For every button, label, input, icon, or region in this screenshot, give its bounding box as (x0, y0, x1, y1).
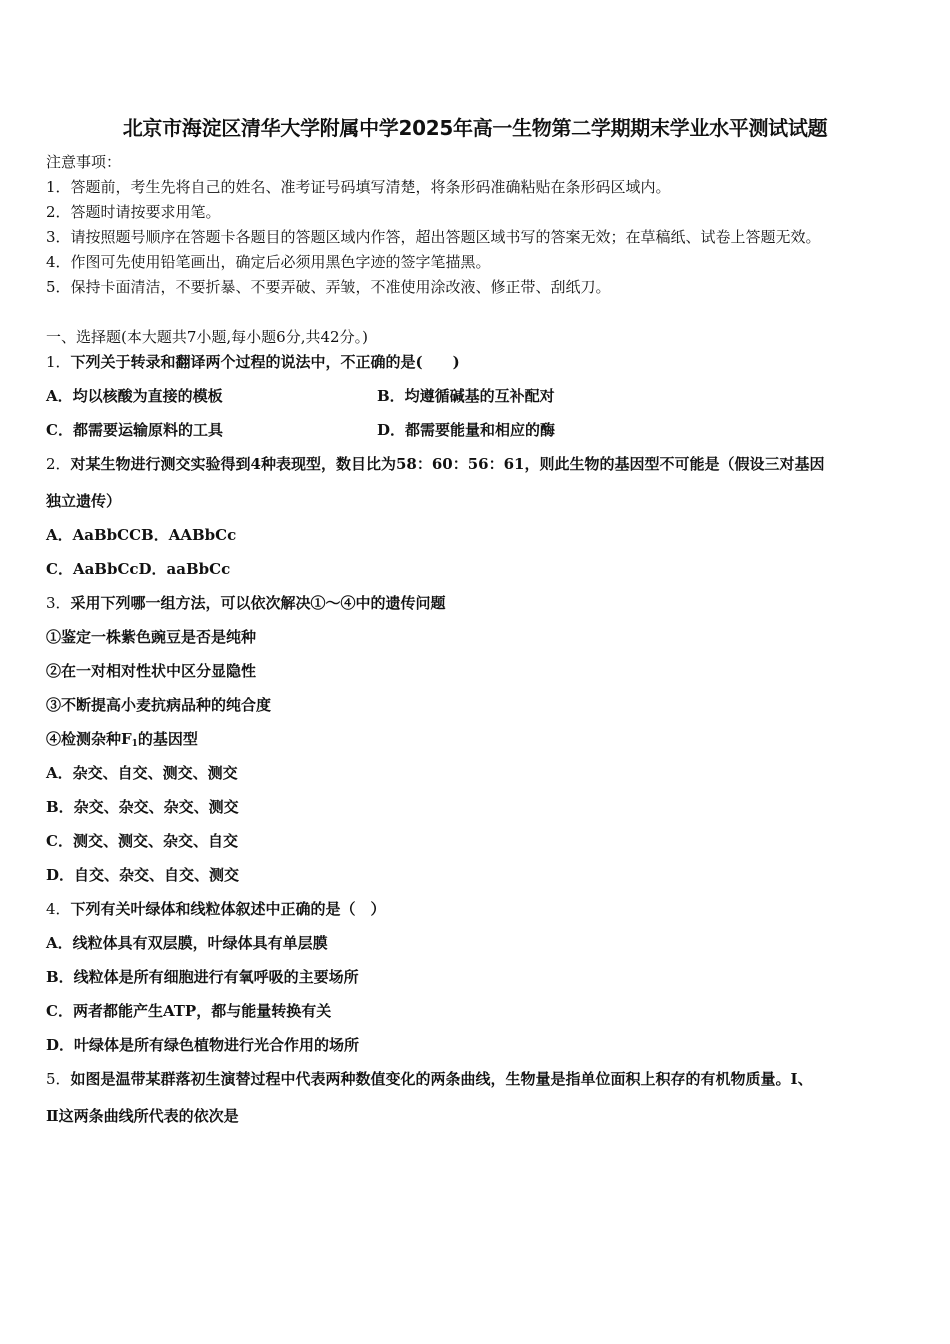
question-stem: 如图是温带某群落初生演替过程中代表两种数值变化的两条曲线，生物量是指单位面积上积存的有机物质量。Ⅰ、 (70, 1070, 813, 1088)
notice-heading: 注意事项： (46, 153, 122, 171)
question-stem: 对某生物进行测交实验得到4种表现型，数目比为58：60：56：61，则此生物的基因型不可能是（假设三对基因 (70, 455, 825, 473)
notice-item-3: 3．请按照题号顺序在答题卡各题目的答题区域内作答，超出答题区域书写的答案无效；在草稿纸、试卷上答题无效。 (46, 228, 821, 246)
option-d: D．都需要能量和相应的酶 (377, 421, 556, 439)
question-stem: 下列有关叶绿体和线粒体叙述中正确的是（ ） (70, 900, 386, 918)
question-2-options-ab: A．AaBbCCB．AABbCc (46, 526, 237, 544)
section-heading: 一、选择题(本大题共7小题,每小题6分,共42分。) (46, 328, 368, 346)
question-3-item-1: ①鉴定一株紫色豌豆是否是纯种 (46, 628, 257, 646)
question-5-stem-cont: Ⅱ这两条曲线所代表的依次是 (46, 1107, 239, 1125)
question-number: 2． (46, 455, 71, 473)
question-3-item-3: ③不断提高小麦抗病品种的纯合度 (46, 696, 272, 714)
question-2 (46, 454, 825, 474)
question-5 (46, 1069, 813, 1089)
option-c: C．测交、测交、杂交、自交 (46, 832, 238, 850)
page-title: 北京市海淀区清华大学附属中学2025年高一生物第二学期期末学业水平测试试题 (122, 116, 828, 140)
option-d: D．自交、杂交、自交、测交 (46, 866, 240, 884)
option-c: C．都需要运输原料的工具 (46, 421, 223, 439)
option-b: B．杂交、杂交、杂交、测交 (46, 798, 239, 816)
question-number: 5． (46, 1070, 71, 1088)
item-text: ④检测杂种F (46, 730, 132, 748)
option-a: A．杂交、自交、测交、测交 (46, 764, 238, 782)
question-number: 4． (46, 900, 71, 918)
question-1 (46, 352, 460, 372)
question-number: 3． (46, 594, 71, 612)
option-b: B．均遵循碱基的互补配对 (377, 387, 555, 405)
item-text: 的基因型 (137, 730, 198, 748)
question-stem: 采用下列哪一组方法，可以依次解决①～④中的遗传问题 (70, 594, 446, 612)
option-c: C．两者都能产生ATP，都与能量转换有关 (46, 1002, 332, 1020)
question-3-item-2: ②在一对相对性状中区分显隐性 (46, 662, 257, 680)
notice-item-4: 4．作图可先使用铅笔画出，确定后必须用黑色字迹的签字笔描黑。 (46, 253, 491, 271)
question-2-stem-cont: 独立遗传） (46, 492, 122, 510)
question-number: 1． (46, 353, 71, 371)
notice-item-1: 1．答题前，考生先将自己的姓名、准考证号码填写清楚，将条形码准确粘贴在条形码区域内。 (46, 178, 671, 196)
question-4 (46, 899, 386, 919)
option-a: A．线粒体具有双层膜，叶绿体具有单层膜 (46, 934, 328, 952)
notice-item-5: 5．保持卡面清洁，不要折暴、不要弄破、弄皱，不准使用涂改液、修正带、刮纸刀。 (46, 278, 611, 296)
question-3-item-4 (46, 729, 198, 754)
notice-item-2: 2．答题时请按要求用笔。 (46, 203, 221, 221)
question-2-options-cd: C．AaBbCcD．aaBbCc (46, 560, 231, 578)
question-3 (46, 593, 446, 613)
question-stem: 下列关于转录和翻译两个过程的说法中，不正确的是( ) (70, 353, 460, 371)
option-a: A．均以核酸为直接的模板 (46, 387, 223, 405)
option-d: D．叶绿体是所有绿色植物进行光合作用的场所 (46, 1036, 360, 1054)
subscript: 1 (131, 739, 138, 749)
option-b: B．线粒体是所有细胞进行有氧呼吸的主要场所 (46, 968, 359, 986)
